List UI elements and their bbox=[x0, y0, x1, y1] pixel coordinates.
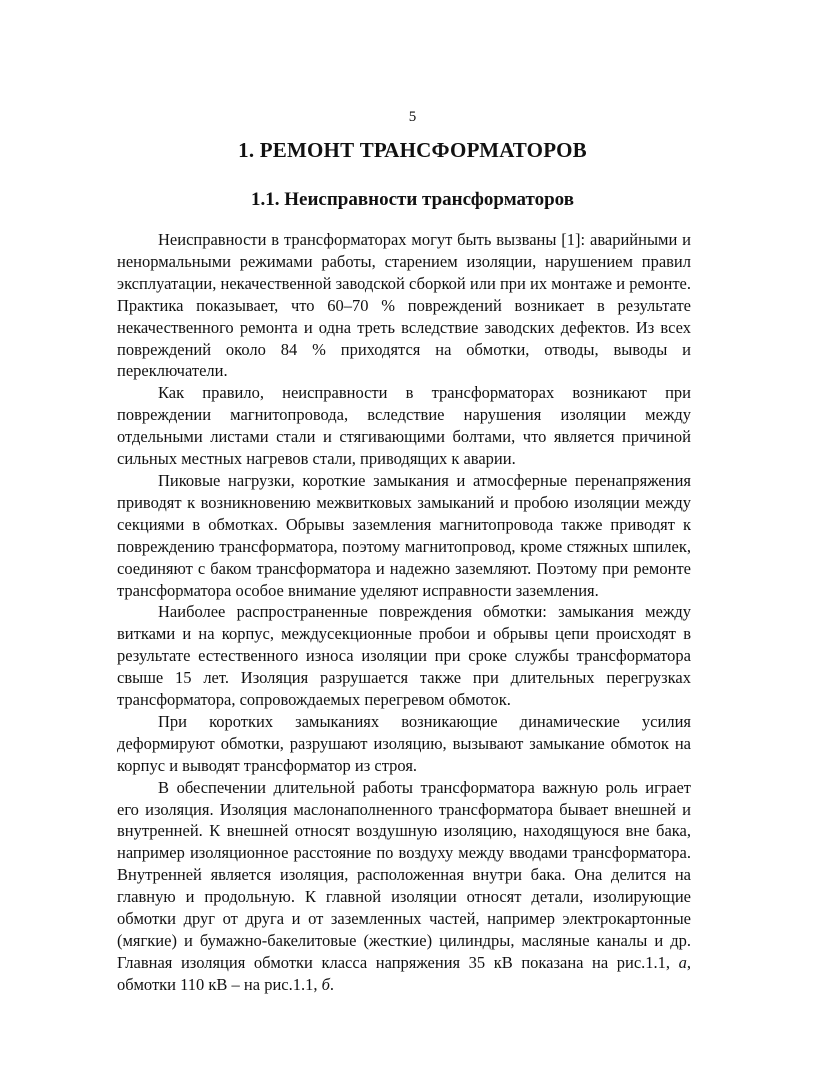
paragraph: Пиковые нагрузки, короткие замыкания и атмосферные перенапряжения приводят к возникновению межвитковых замыканий и пробою изоляции между секциями в обмотках. Обрывы заземления магнитопровода также приводят к повреждению трансформатора, поэтому магнитопровод, кроме стяжных шпилек, соединяют с баком трансформатора и надежно заземляют. Поэтому при ремонте трансформатора особое внимание уделяют исправности заземления. bbox=[117, 470, 691, 600]
paragraph-insulation bbox=[117, 777, 691, 996]
paragraph-text-end: . bbox=[329, 974, 335, 994]
chapter-title: 1. РЕМОНТ ТРАНСФОРМАТОРОВ bbox=[238, 138, 587, 162]
page-number: 5 bbox=[408, 109, 417, 125]
body-text bbox=[117, 229, 691, 996]
figure-label-a: а bbox=[678, 952, 687, 972]
paragraph: Наиболее распространенные повреждения обмотки: замыкания между витками и на корпус, междусекционные пробои и обрывы цепи происходят в результате естественного износа изоляции при сроке службы трансформатора свыше 15 лет. Изоляция разрушается также при длительных перегрузках трансформатора, сопровождаемых перегревом обмоток. bbox=[117, 602, 691, 710]
paragraph: Неисправности в трансформаторах могут быть вызваны [1]: аварийными и ненормальными режимами работы, старением изоляции, нарушением правил эксплуатации, некачественной заводской сборкой или при их монтаже и ремонте. Практика показывает, что 60–70 % повреждений возникает в результате некачественного ремонта и одна треть вследствие заводских дефектов. Из всех повреждений около 84 % приходятся на обмотки, отводы, выводы и переключатели. bbox=[117, 230, 691, 381]
paragraph-text-middle: , обмотки 110 кВ – на рис.1.1, bbox=[117, 952, 691, 994]
figure-label-b: б bbox=[321, 974, 330, 994]
paragraph-text-start: В обеспечении длительной работы трансформатора важную роль играет его изоляция. Изоляция маслонаполненного трансформатора бывает внешней и внутренней. К внешней относят воздушную изоляцию, находящуюся вне бака, например изоляционное расстояние по воздуху между вводами трансформатора. Внутренней является изоляция, расположенная внутри бака. Она делится на главную и продольную. К главной изоляции относят детали, изолирующие обмотки друг от друга и от заземленных частей, например электрокартонные (мягкие) и бумажно-бакелитовые (жесткие) цилиндры, масляные каналы и др. Главная изоляция обмотки класса напряжения 35 кВ показана на рис.1.1, bbox=[117, 777, 691, 972]
section-title: 1.1. Неисправности трансформаторов bbox=[251, 189, 574, 210]
paragraph: При коротких замыканиях возникающие динамические усилия деформируют обмотки, разрушают изоляцию, вызывают замыкание обмоток на корпус и выводят трансформатор из строя. bbox=[117, 711, 691, 775]
paragraph: Как правило, неисправности в трансформаторах возникают при повреждении магнитопровода, вследствие нарушения изоляции между отдельными листами стали и стягивающими болтами, что является причиной сильных местных нагревов стали, приводящих к аварии. bbox=[117, 383, 691, 469]
